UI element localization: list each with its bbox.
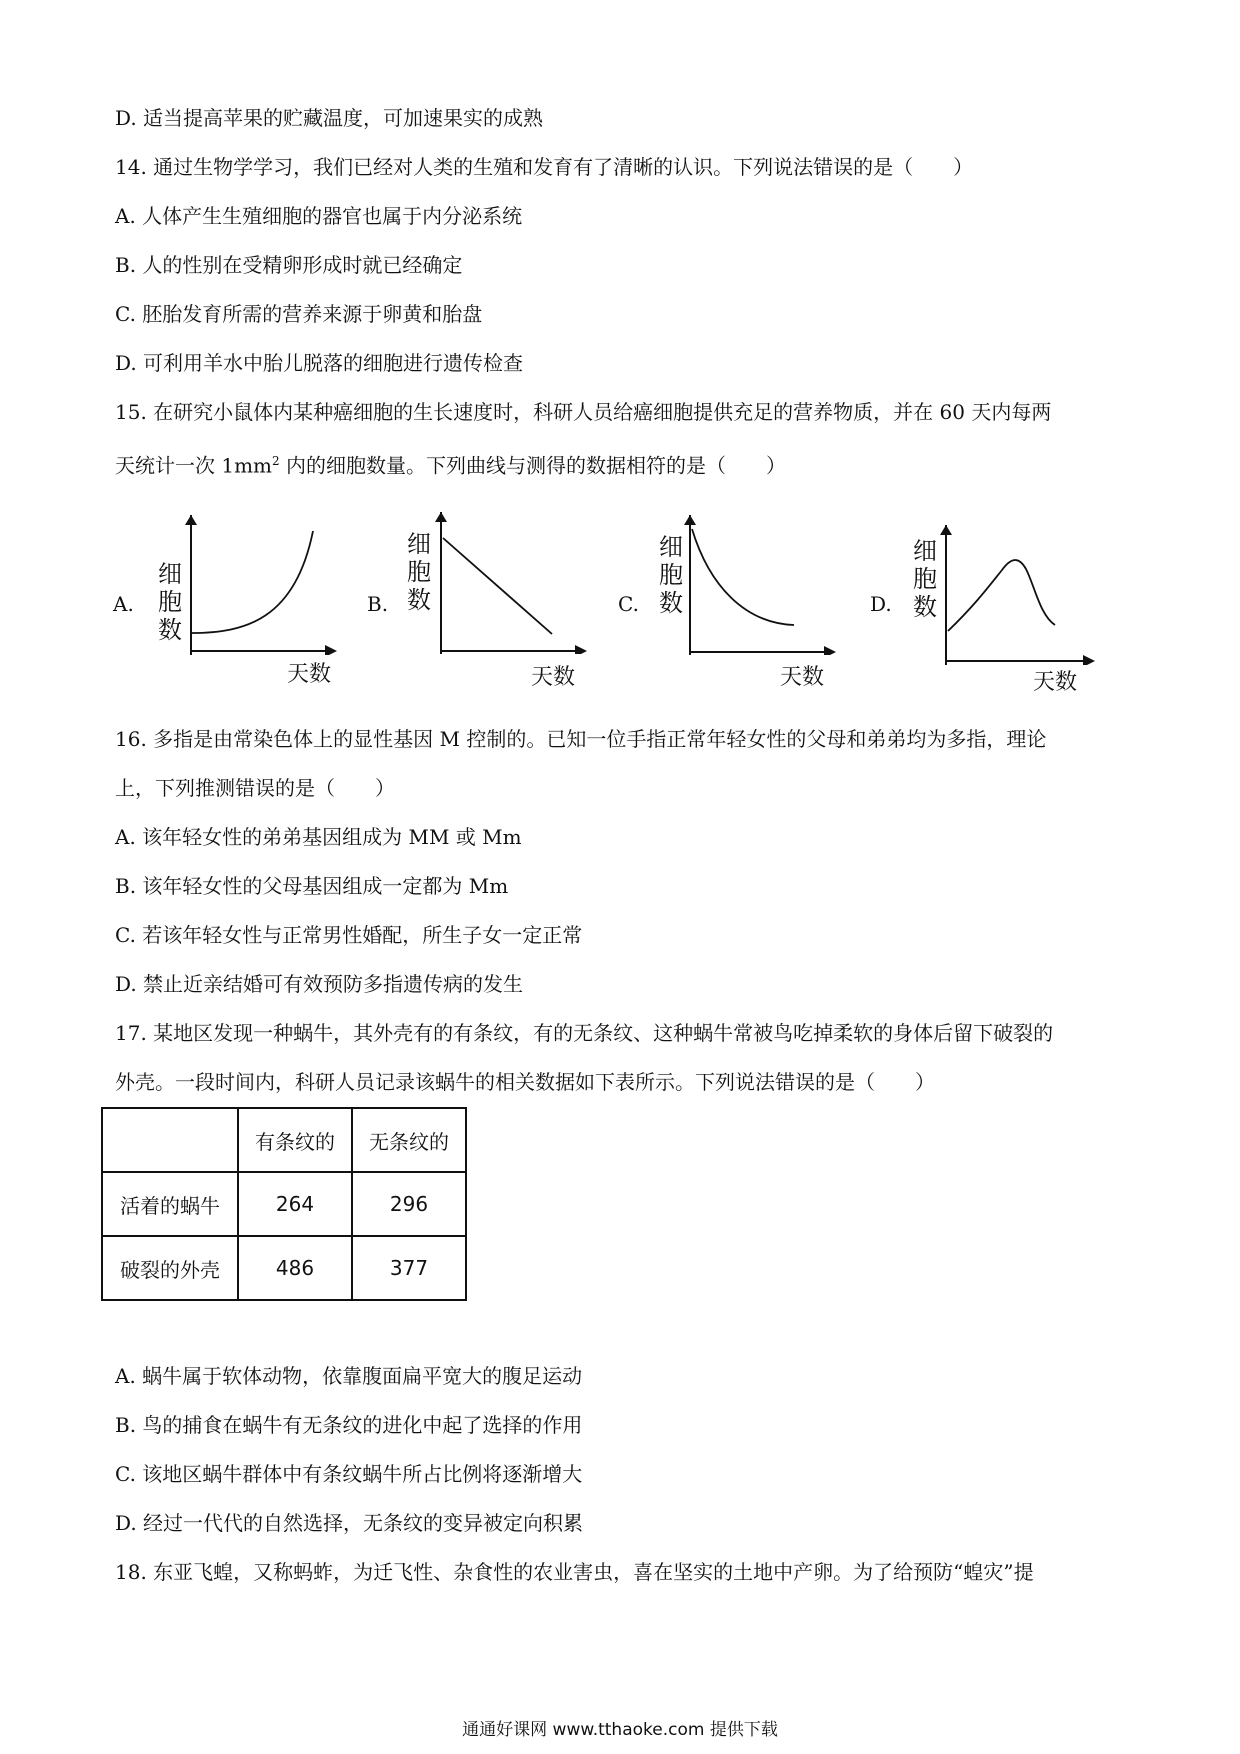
table-row bbox=[102, 1236, 466, 1300]
q14-option-c: C. 胚胎发育所需的营养来源于卵黄和胎盘 bbox=[115, 302, 483, 326]
graph-a-y-label: 细 胞 数 bbox=[158, 560, 182, 644]
graph-b bbox=[435, 512, 595, 654]
table-header-row bbox=[102, 1108, 466, 1172]
graph-d-curve bbox=[948, 560, 1055, 631]
q13-option-d: D. 适当提高苹果的贮藏温度，可加速果实的成熟 bbox=[115, 106, 544, 130]
table-cell: 377 bbox=[352, 1236, 466, 1300]
graph-option-d-label: D. bbox=[870, 592, 892, 616]
graph-a bbox=[185, 515, 345, 655]
q18-stem-line1: 18. 东亚飞蝗，又称蚂蚱，为迁飞性、杂食性的农业害虫，喜在坚实的土地中产卵。为了给预防“蝗灾”提 bbox=[115, 1560, 1034, 1584]
q16-option-d: D. 禁止近亲结婚可有效预防多指遗传病的发生 bbox=[115, 972, 524, 996]
table-cell: 486 bbox=[238, 1236, 352, 1300]
graph-c-curve bbox=[692, 529, 794, 625]
q17-option-a: A. 蜗牛属于软体动物，依靠腹面扁平宽大的腹足运动 bbox=[115, 1364, 583, 1388]
q17-option-d: D. 经过一代代的自然选择，无条纹的变异被定向积累 bbox=[115, 1511, 584, 1535]
q16-stem-line2: 上，下列推测错误的是（ ） bbox=[115, 776, 395, 800]
graph-c bbox=[684, 515, 844, 655]
q15-stem-line2: 天统计一次 $1mm^2$ 内的细胞数量。下列曲线与测得的数据相符的是（ ） bbox=[115, 453, 787, 478]
q17-stem-line2: 外壳。一段时间内，科研人员记录该蜗牛的相关数据如下表所示。下列说法错误的是（ ） bbox=[115, 1070, 935, 1094]
page-footer: 通通好课网 www.tthaoke.com 提供下载 bbox=[462, 1720, 778, 1740]
q14-option-d: D. 可利用羊水中胎儿脱落的细胞进行遗传检查 bbox=[115, 351, 524, 375]
table-row bbox=[102, 1172, 466, 1236]
q16-option-a: A. 该年轻女性的弟弟基因组成为 MM 或 Mm bbox=[115, 825, 522, 849]
graph-option-c-label: C. bbox=[618, 592, 639, 616]
q14-option-b: B. 人的性别在受精卵形成时就已经确定 bbox=[115, 253, 463, 277]
q17-stem-line1: 17. 某地区发现一种蜗牛，其外壳有的有条纹，有的无条纹、这种蜗牛常被鸟吃掉柔软的身体后留下破裂的 bbox=[115, 1021, 1054, 1045]
q17-option-b: B. 鸟的捕食在蜗牛有无条纹的进化中起了选择的作用 bbox=[115, 1413, 583, 1437]
q15-stem-line1: 15. 在研究小鼠体内某种癌细胞的生长速度时，科研人员给癌细胞提供充足的营养物质，并在 60 天内每两 bbox=[115, 400, 1052, 424]
table-header-cell: 有条纹的 bbox=[238, 1108, 352, 1172]
table-header-cell bbox=[102, 1108, 238, 1172]
graph-d-y-label: 细 胞 数 bbox=[913, 537, 937, 621]
graph-b-x-label: 天数 bbox=[531, 665, 576, 690]
table-cell: 296 bbox=[352, 1172, 466, 1236]
graph-d-x-label: 天数 bbox=[1033, 670, 1078, 695]
graph-option-b-label: B. bbox=[367, 592, 389, 616]
graph-a-curve bbox=[191, 531, 313, 633]
q16-stem-line1: 16. 多指是由常染色体上的显性基因 M 控制的。已知一位手指正常年轻女性的父母和弟弟均为多指，理论 bbox=[115, 727, 1047, 751]
snail-data-table bbox=[101, 1107, 467, 1301]
graph-option-a-label: A. bbox=[113, 592, 134, 616]
q14-option-a: A. 人体产生生殖细胞的器官也属于内分泌系统 bbox=[115, 204, 523, 228]
q17-option-c: C. 该地区蜗牛群体中有条纹蜗牛所占比例将逐渐增大 bbox=[115, 1462, 583, 1486]
table-cell: 破裂的外壳 bbox=[102, 1236, 238, 1300]
q16-option-c: C. 若该年轻女性与正常男性婚配，所生子女一定正常 bbox=[115, 923, 583, 947]
graph-c-y-label: 细 胞 数 bbox=[659, 533, 683, 617]
graph-b-curve bbox=[443, 538, 552, 634]
graph-b-y-label: 细 胞 数 bbox=[407, 530, 431, 614]
table-header-cell: 无条纹的 bbox=[352, 1108, 466, 1172]
table-cell: 活着的蜗牛 bbox=[102, 1172, 238, 1236]
graph-a-x-label: 天数 bbox=[287, 662, 332, 687]
q14-stem: 14. 通过生物学学习，我们已经对人类的生殖和发育有了清晰的认识。下列说法错误的是（ ） bbox=[115, 155, 974, 179]
q16-option-b: B. 该年轻女性的父母基因组成一定都为 Mm bbox=[115, 874, 509, 898]
graph-d bbox=[940, 525, 1102, 665]
graph-c-x-label: 天数 bbox=[780, 665, 825, 690]
table-cell: 264 bbox=[238, 1172, 352, 1236]
